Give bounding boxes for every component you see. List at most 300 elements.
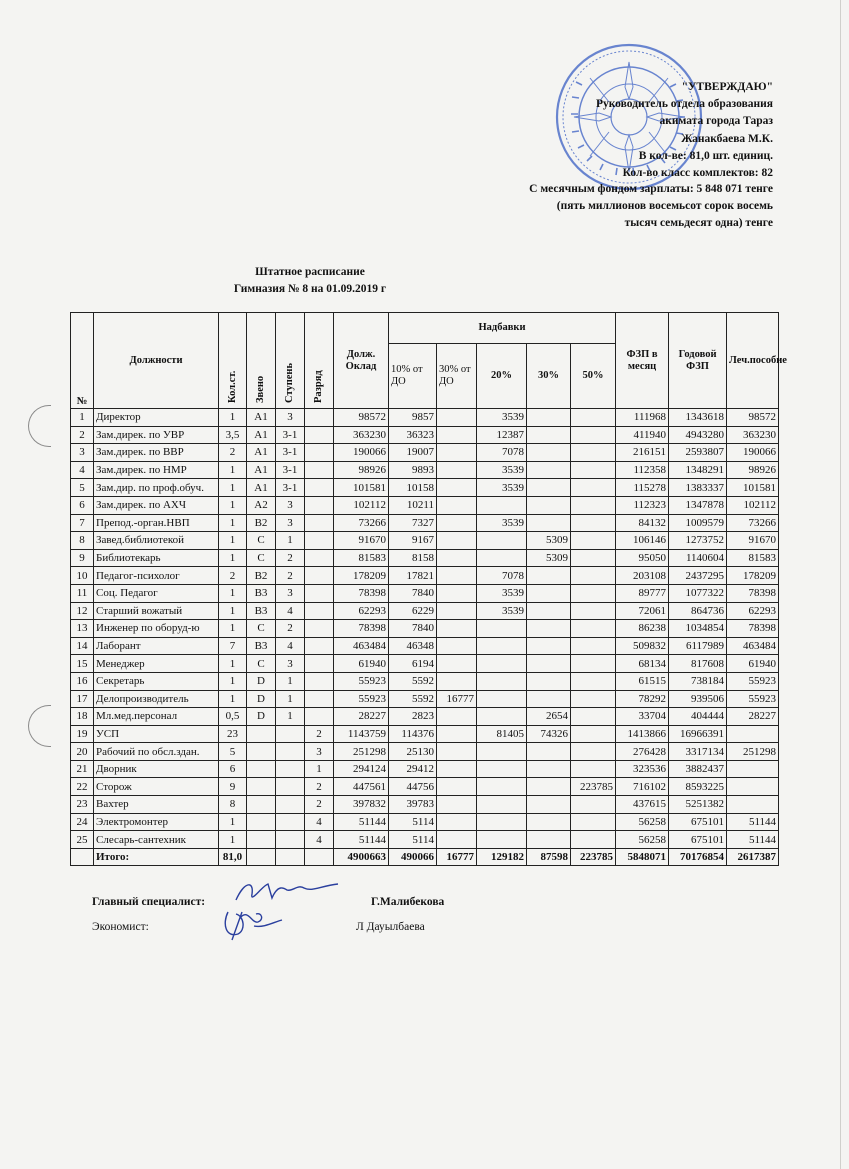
position-name-cell: Менеджер — [94, 655, 219, 673]
base-salary-cell: 98926 — [334, 461, 389, 479]
allow-10-cell: 36323 — [389, 426, 437, 444]
allow-30-cell — [527, 602, 571, 620]
position-name-cell: Делопроизводитель — [94, 690, 219, 708]
medical-allowance-cell: 91670 — [727, 532, 779, 550]
allow-20-cell: 3539 — [477, 409, 527, 427]
total-annual: 70176854 — [669, 848, 727, 866]
monthly-fund-cell: 112358 — [616, 461, 669, 479]
allow-50-cell — [571, 760, 616, 778]
step-code-cell: 2 — [276, 567, 305, 585]
base-salary-cell: 91670 — [334, 532, 389, 550]
allow-50-cell — [571, 620, 616, 638]
step-code-cell: 3-1 — [276, 479, 305, 497]
allow-20-cell — [477, 778, 527, 796]
allow-30do-cell — [437, 444, 477, 462]
row-number-cell: 8 — [71, 532, 94, 550]
step-code-cell: 2 — [276, 620, 305, 638]
annual-fund-cell: 675101 — [669, 813, 727, 831]
link-code-cell: В3 — [247, 637, 276, 655]
base-salary-cell: 55923 — [334, 690, 389, 708]
header-medical: Леч.пособие — [727, 313, 779, 409]
table-row — [71, 796, 779, 814]
position-name-cell: Старший вожатый — [94, 602, 219, 620]
allow-30-cell: 5309 — [527, 532, 571, 550]
link-code-cell: В2 — [247, 514, 276, 532]
grade-code-cell — [305, 672, 334, 690]
table-row — [71, 813, 779, 831]
allow-50-cell — [571, 743, 616, 761]
monthly-fund-cell: 1413866 — [616, 725, 669, 743]
row-number-cell: 23 — [71, 796, 94, 814]
allow-50-cell — [571, 672, 616, 690]
grade-code-cell — [305, 620, 334, 638]
link-code-cell: В3 — [247, 584, 276, 602]
approval-line-4: В кол-ве: 81,0 шт. единиц. — [638, 149, 773, 162]
row-number-cell: 3 — [71, 444, 94, 462]
base-salary-cell: 81583 — [334, 549, 389, 567]
allow-20-cell — [477, 532, 527, 550]
medical-allowance-cell — [727, 760, 779, 778]
allow-20-cell: 3539 — [477, 479, 527, 497]
annual-fund-cell: 675101 — [669, 831, 727, 849]
grade-code-cell — [305, 514, 334, 532]
total-count: 81,0 — [219, 848, 247, 866]
step-code-cell: 4 — [276, 637, 305, 655]
staff-count-cell: 1 — [219, 655, 247, 673]
grade-code-cell: 1 — [305, 760, 334, 778]
allow-10-cell: 5114 — [389, 813, 437, 831]
link-code-cell — [247, 760, 276, 778]
grade-code-cell — [305, 496, 334, 514]
allow-20-cell — [477, 743, 527, 761]
allow-20-cell — [477, 620, 527, 638]
allow-20-cell — [477, 637, 527, 655]
total-medical: 2617387 — [727, 848, 779, 866]
medical-allowance-cell: 61940 — [727, 655, 779, 673]
staff-count-cell: 1 — [219, 813, 247, 831]
position-name-cell: Библиотекарь — [94, 549, 219, 567]
position-name-cell: УСП — [94, 725, 219, 743]
grade-code-cell: 3 — [305, 743, 334, 761]
medical-allowance-cell: 28227 — [727, 708, 779, 726]
monthly-fund-cell: 716102 — [616, 778, 669, 796]
position-name-cell: Завед.библиотекой — [94, 532, 219, 550]
link-code-cell: С — [247, 655, 276, 673]
annual-fund-cell: 6117989 — [669, 637, 727, 655]
step-code-cell: 1 — [276, 672, 305, 690]
allow-10-cell: 46348 — [389, 637, 437, 655]
grade-code-cell — [305, 532, 334, 550]
allow-50-cell — [571, 690, 616, 708]
annual-fund-cell: 1383337 — [669, 479, 727, 497]
position-name-cell: Зам.дирек. по ВВР — [94, 444, 219, 462]
approval-line-2: акимата города Тараз — [659, 115, 773, 128]
position-name-cell: Дворник — [94, 760, 219, 778]
allow-20-cell — [477, 655, 527, 673]
table-row — [71, 831, 779, 849]
allow-50-cell — [571, 602, 616, 620]
link-code-cell — [247, 743, 276, 761]
position-name-cell: Соц. Педагог — [94, 584, 219, 602]
allow-50-cell — [571, 444, 616, 462]
allow-30do-cell — [437, 461, 477, 479]
base-salary-cell: 28227 — [334, 708, 389, 726]
allow-50-cell — [571, 549, 616, 567]
link-code-cell: А1 — [247, 409, 276, 427]
staff-count-cell: 7 — [219, 637, 247, 655]
position-name-cell: Сторож — [94, 778, 219, 796]
position-name-cell: Препод.-орган.НВП — [94, 514, 219, 532]
annual-fund-cell: 1343618 — [669, 409, 727, 427]
monthly-fund-cell: 84132 — [616, 514, 669, 532]
monthly-fund-cell: 68134 — [616, 655, 669, 673]
position-name-cell: Секретарь — [94, 672, 219, 690]
medical-allowance-cell: 51144 — [727, 813, 779, 831]
header-position: Должности — [94, 313, 219, 409]
table-row — [71, 584, 779, 602]
staff-count-cell: 1 — [219, 584, 247, 602]
fund-block — [529, 181, 773, 232]
document-subtitle: Гимназия № 8 на 01.09.2019 г — [233, 283, 387, 295]
position-name-cell: Слесарь-сантехник — [94, 831, 219, 849]
allow-50-cell — [571, 584, 616, 602]
allow-30do-cell — [437, 549, 477, 567]
link-code-cell: А1 — [247, 461, 276, 479]
monthly-fund-cell: 86238 — [616, 620, 669, 638]
allow-30-cell — [527, 514, 571, 532]
row-number-cell: 7 — [71, 514, 94, 532]
base-salary-cell: 190066 — [334, 444, 389, 462]
monthly-fund-cell: 411940 — [616, 426, 669, 444]
link-code-cell: С — [247, 549, 276, 567]
base-salary-cell: 447561 — [334, 778, 389, 796]
total-empty-cell — [247, 848, 276, 866]
fund-line-1: С месячным фондом зарплаты: 5 848 071 тенге — [529, 183, 773, 195]
allow-30-cell — [527, 409, 571, 427]
allow-20-cell — [477, 831, 527, 849]
allow-30do-cell — [437, 708, 477, 726]
monthly-fund-cell: 437615 — [616, 796, 669, 814]
header-grade — [305, 313, 334, 409]
staff-count-cell: 1 — [219, 496, 247, 514]
allow-30do-cell — [437, 637, 477, 655]
grade-code-cell — [305, 637, 334, 655]
approval-heading: "УТВЕРЖДАЮ" — [681, 81, 773, 93]
base-salary-cell: 102112 — [334, 496, 389, 514]
allow-20-cell — [477, 796, 527, 814]
grade-code-cell — [305, 444, 334, 462]
medical-allowance-cell: 190066 — [727, 444, 779, 462]
allow-10-cell: 7840 — [389, 620, 437, 638]
allow-20-cell: 7078 — [477, 444, 527, 462]
allow-30do-cell — [437, 514, 477, 532]
base-salary-cell: 51144 — [334, 831, 389, 849]
row-number-cell: 4 — [71, 461, 94, 479]
allow-30do-cell — [437, 760, 477, 778]
allow-10-cell: 9167 — [389, 532, 437, 550]
allow-30do-cell — [437, 532, 477, 550]
base-salary-cell: 1143759 — [334, 725, 389, 743]
allow-10-cell: 5114 — [389, 831, 437, 849]
allow-10-cell: 8158 — [389, 549, 437, 567]
allow-20-cell: 3539 — [477, 461, 527, 479]
allow-50-cell — [571, 496, 616, 514]
base-salary-cell: 251298 — [334, 743, 389, 761]
medical-allowance-cell: 78398 — [727, 620, 779, 638]
allow-10-cell: 6194 — [389, 655, 437, 673]
allow-10-cell: 44756 — [389, 778, 437, 796]
allow-20-cell — [477, 708, 527, 726]
monthly-fund-cell: 509832 — [616, 637, 669, 655]
header-monthly: ФЗП в месяц — [616, 313, 669, 409]
allow-30do-cell — [437, 567, 477, 585]
allow-30-cell — [527, 426, 571, 444]
grade-code-cell: 4 — [305, 831, 334, 849]
position-name-cell: Зам.дирек. по УВР — [94, 426, 219, 444]
table-row — [71, 461, 779, 479]
total-salary: 4900663 — [334, 848, 389, 866]
grade-code-cell: 2 — [305, 778, 334, 796]
approval-block — [596, 79, 773, 182]
allow-30do-cell — [437, 743, 477, 761]
allow-50-cell — [571, 426, 616, 444]
medical-allowance-cell: 62293 — [727, 602, 779, 620]
allow-10-cell: 2823 — [389, 708, 437, 726]
monthly-fund-cell: 111968 — [616, 409, 669, 427]
step-code-cell — [276, 725, 305, 743]
allow-30-cell — [527, 444, 571, 462]
staff-count-cell: 1 — [219, 620, 247, 638]
position-name-cell: Педагог-психолог — [94, 567, 219, 585]
link-code-cell — [247, 725, 276, 743]
annual-fund-cell: 1140604 — [669, 549, 727, 567]
base-salary-cell: 101581 — [334, 479, 389, 497]
table-row — [71, 549, 779, 567]
link-code-cell — [247, 813, 276, 831]
position-name-cell: Инженер по оборуд-ю — [94, 620, 219, 638]
monthly-fund-cell: 323536 — [616, 760, 669, 778]
approval-line-5: Кол-во класс комплектов: 82 — [622, 167, 773, 180]
monthly-fund-cell: 56258 — [616, 831, 669, 849]
link-code-cell: А1 — [247, 444, 276, 462]
table-row — [71, 620, 779, 638]
medical-allowance-cell: 98926 — [727, 461, 779, 479]
medical-allowance-cell — [727, 725, 779, 743]
annual-fund-cell: 2593807 — [669, 444, 727, 462]
annual-fund-cell: 939506 — [669, 690, 727, 708]
annual-fund-cell: 4943280 — [669, 426, 727, 444]
monthly-fund-cell: 112323 — [616, 496, 669, 514]
step-code-cell: 3 — [276, 655, 305, 673]
staff-count-cell: 1 — [219, 479, 247, 497]
medical-allowance-cell: 101581 — [727, 479, 779, 497]
total-monthly: 5848071 — [616, 848, 669, 866]
allow-20-cell — [477, 549, 527, 567]
total-allow-10: 490066 — [389, 848, 437, 866]
allow-30-cell — [527, 796, 571, 814]
monthly-fund-cell: 61515 — [616, 672, 669, 690]
position-name-cell: Мл.мед.персонал — [94, 708, 219, 726]
allow-30-cell — [527, 496, 571, 514]
allow-10-cell: 7840 — [389, 584, 437, 602]
header-allow-20: 20% — [477, 344, 527, 409]
fund-line-3: тысяч семьдесят одна) тенге — [624, 217, 773, 229]
staff-count-cell: 1 — [219, 409, 247, 427]
link-code-cell — [247, 831, 276, 849]
link-code-cell: В2 — [247, 567, 276, 585]
annual-fund-cell: 817608 — [669, 655, 727, 673]
allow-30-cell — [527, 655, 571, 673]
total-no-cell — [71, 848, 94, 866]
annual-fund-cell: 864736 — [669, 602, 727, 620]
allow-30-cell — [527, 760, 571, 778]
monthly-fund-cell: 89777 — [616, 584, 669, 602]
monthly-fund-cell: 95050 — [616, 549, 669, 567]
grade-code-cell — [305, 409, 334, 427]
step-code-cell: 3 — [276, 409, 305, 427]
position-name-cell: Рабочий по обсл.здан. — [94, 743, 219, 761]
step-code-cell — [276, 831, 305, 849]
allow-10-cell: 19007 — [389, 444, 437, 462]
base-salary-cell: 98572 — [334, 409, 389, 427]
table-row — [71, 655, 779, 673]
signature-name-economist: Л Дауылбаева — [356, 921, 425, 933]
base-salary-cell: 73266 — [334, 514, 389, 532]
base-salary-cell: 463484 — [334, 637, 389, 655]
allow-30-cell — [527, 831, 571, 849]
allow-10-cell: 6229 — [389, 602, 437, 620]
row-number-cell: 5 — [71, 479, 94, 497]
row-number-cell: 10 — [71, 567, 94, 585]
punch-hole-bottom — [28, 705, 51, 747]
monthly-fund-cell: 203108 — [616, 567, 669, 585]
monthly-fund-cell: 56258 — [616, 813, 669, 831]
grade-code-cell: 2 — [305, 796, 334, 814]
header-step-label: Ступень — [284, 362, 295, 403]
allow-10-cell: 7327 — [389, 514, 437, 532]
grade-code-cell — [305, 602, 334, 620]
allow-10-cell: 17821 — [389, 567, 437, 585]
allow-20-cell — [477, 672, 527, 690]
header-grade-label: Разряд — [313, 369, 324, 403]
allow-30do-cell — [437, 796, 477, 814]
position-name-cell: Зам.дирек. по АХЧ — [94, 496, 219, 514]
link-code-cell: А2 — [247, 496, 276, 514]
medical-allowance-cell: 73266 — [727, 514, 779, 532]
allow-50-cell — [571, 813, 616, 831]
medical-allowance-cell: 251298 — [727, 743, 779, 761]
staff-count-cell: 1 — [219, 549, 247, 567]
header-no: № — [71, 313, 94, 409]
allow-30-cell: 74326 — [527, 725, 571, 743]
link-code-cell: С — [247, 620, 276, 638]
base-salary-cell: 397832 — [334, 796, 389, 814]
allow-50-cell — [571, 479, 616, 497]
staff-count-cell: 1 — [219, 461, 247, 479]
document-title: Штатное расписание — [255, 266, 365, 278]
allow-20-cell: 3539 — [477, 514, 527, 532]
allow-20-cell — [477, 760, 527, 778]
allow-50-cell — [571, 637, 616, 655]
allow-50-cell — [571, 796, 616, 814]
row-number-cell: 17 — [71, 690, 94, 708]
header-allowances: Надбавки — [389, 313, 616, 344]
allow-20-cell — [477, 496, 527, 514]
allow-30-cell — [527, 637, 571, 655]
grade-code-cell — [305, 708, 334, 726]
header-allow-30: 30% — [527, 344, 571, 409]
allow-30do-cell — [437, 602, 477, 620]
allow-30do-cell — [437, 655, 477, 673]
annual-fund-cell: 1273752 — [669, 532, 727, 550]
header-link — [247, 313, 276, 409]
staff-count-cell: 23 — [219, 725, 247, 743]
allow-10-cell: 39783 — [389, 796, 437, 814]
signature-role-chief: Главный специалист: — [92, 896, 206, 908]
handwritten-signature-economist — [218, 904, 288, 944]
table-row — [71, 637, 779, 655]
allow-30-cell — [527, 813, 571, 831]
base-salary-cell: 178209 — [334, 567, 389, 585]
link-code-cell: В3 — [247, 602, 276, 620]
allow-50-cell — [571, 532, 616, 550]
allow-20-cell: 3539 — [477, 602, 527, 620]
position-name-cell: Зам.дирек. по НМР — [94, 461, 219, 479]
allow-10-cell: 10158 — [389, 479, 437, 497]
medical-allowance-cell — [727, 796, 779, 814]
header-link-label: Звено — [255, 375, 266, 403]
step-code-cell: 3 — [276, 584, 305, 602]
staff-count-cell: 1 — [219, 514, 247, 532]
allow-10-cell: 9893 — [389, 461, 437, 479]
allow-50-cell — [571, 409, 616, 427]
step-code-cell: 3-1 — [276, 461, 305, 479]
allow-10-cell: 10211 — [389, 496, 437, 514]
medical-allowance-cell: 81583 — [727, 549, 779, 567]
allow-50-cell — [571, 567, 616, 585]
allow-20-cell: 81405 — [477, 725, 527, 743]
medical-allowance-cell: 98572 — [727, 409, 779, 427]
step-code-cell: 3 — [276, 496, 305, 514]
base-salary-cell: 363230 — [334, 426, 389, 444]
allow-30-cell: 5309 — [527, 549, 571, 567]
staff-count-cell: 1 — [219, 532, 247, 550]
monthly-fund-cell: 216151 — [616, 444, 669, 462]
allow-30-cell: 2654 — [527, 708, 571, 726]
staff-count-cell: 6 — [219, 760, 247, 778]
annual-fund-cell: 16966391 — [669, 725, 727, 743]
allow-50-cell — [571, 831, 616, 849]
step-code-cell — [276, 796, 305, 814]
allow-50-cell — [571, 514, 616, 532]
staff-count-cell: 8 — [219, 796, 247, 814]
table-row — [71, 409, 779, 427]
allow-50-cell — [571, 725, 616, 743]
allow-30-cell — [527, 672, 571, 690]
allow-30do-cell — [437, 479, 477, 497]
row-number-cell: 18 — [71, 708, 94, 726]
position-name-cell: Вахтер — [94, 796, 219, 814]
medical-allowance-cell: 463484 — [727, 637, 779, 655]
header-step — [276, 313, 305, 409]
grade-code-cell — [305, 426, 334, 444]
link-code-cell: D — [247, 708, 276, 726]
table-row — [71, 778, 779, 796]
staff-count-cell: 1 — [219, 831, 247, 849]
position-name-cell: Директор — [94, 409, 219, 427]
row-number-cell: 2 — [71, 426, 94, 444]
medical-allowance-cell: 178209 — [727, 567, 779, 585]
